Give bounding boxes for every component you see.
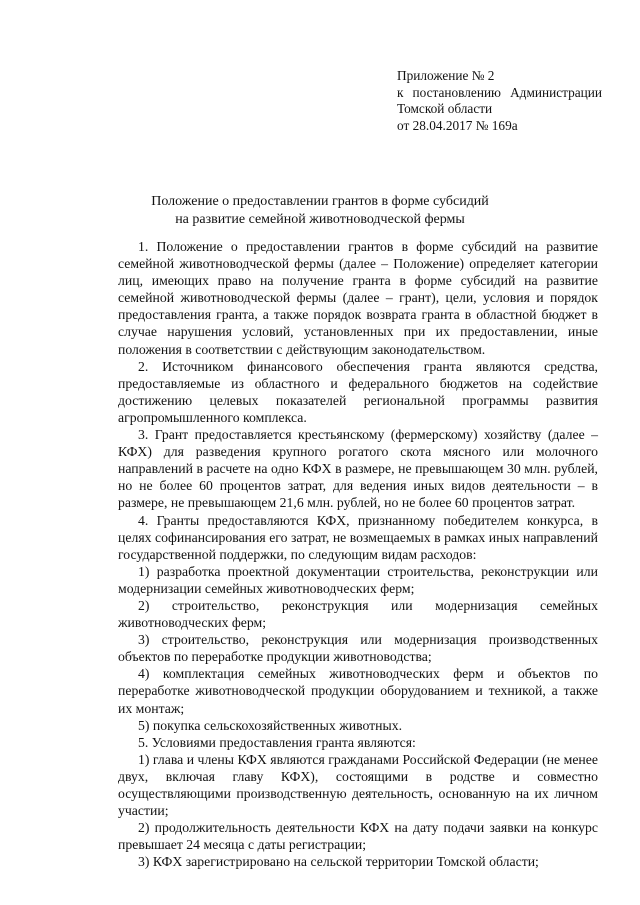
paragraph-4-item-5: 5) покупка сельскохозяйственных животных. <box>138 717 403 733</box>
paragraph-4-item-2: 2) строительство, реконструкция или модернизация семейных животноводческих ферм; <box>118 597 598 631</box>
appendix-number: Приложение № 2 <box>397 68 495 83</box>
document-title <box>90 193 550 228</box>
paragraph-3: 3. Грант предоставляется крестьянскому (фермерскому) хозяйству (далее – КФХ) для разведения крупного рогатого скота мясного или молочного направлений в расчете на одно КФХ в размере, не превышающем 30 млн. рублей, но не более 60 процентов затрат, для ведения иных видов деятельности – в размере, не превышающем 21,6 млн. рублей, но не более 60 процентов затрат. <box>118 427 598 511</box>
document-body <box>118 238 598 870</box>
paragraph-5-item-2: 2) продолжительность деятельности КФХ на дату подачи заявки на конкурс превышает 24 месяца с даты регистрации; <box>118 820 598 853</box>
appendix-resolution-ref: к постановлению Администрации <box>397 84 602 100</box>
paragraph-5-item-3: 3) КФХ зарегистрировано на сельской территории Томской области; <box>138 854 539 870</box>
appendix-region: Томской области <box>397 101 493 116</box>
paragraph-5: 5. Условиями предоставления гранта являются: <box>138 734 416 750</box>
paragraph-4-item-3: 3) строительство, реконструкция или модернизация производственных объектов по переработке продукции животноводства; <box>118 632 598 665</box>
document-title-line-2: на развитие семейной животноводческой фермы <box>175 211 465 227</box>
paragraph-4-item-1: 1) разработка проектной документации строительства, реконструкции или модернизации семейных животноводческих ферм; <box>118 563 598 596</box>
paragraph-2: 2. Источником финансового обеспечения гранта являются средства, предоставляемые из областного и федерального бюджетов на содействие достижению целевых показателей региональной программы развития агропромышленного комплекса. <box>118 358 598 425</box>
paragraph-4: 4. Гранты предоставляются КФХ, признанному победителем конкурса, в целях софинансирования его затрат, не возмещаемых в рамках иных направлений государственной поддержки, по следующим видам расходов: <box>118 512 598 562</box>
appendix-date-number: от 28.04.2017 № 169а <box>397 117 518 133</box>
paragraph-5-item-1: 1) глава и члены КФХ являются гражданами Российской Федерации (не менее двух, включая главу КФХ), состоящими в родстве и совместно осуществляющими производственную деятельность, основанную на их личном участии; <box>118 751 598 819</box>
appendix-note <box>397 68 602 134</box>
paragraph-1: 1. Положение о предоставлении грантов в форме субсидий на развитие семейной животноводческой фермы (далее – Положение) определяет категории лиц, имеющих право на получение гранта в форме субсидий на развитие семейной животноводческой фермы (далее – грант), цели, условия и порядок предоставления гранта, а также порядок возврата гранта в областной бюджет в случае нарушения условий, установленных при их предоставлении, иные положения в соответствии с действующим законодательством. <box>118 239 598 357</box>
paragraph-4-item-4: 4) комплектация семейных животноводческих ферм и объектов по переработке животноводческой продукции оборудованием и техникой, а также их монтаж; <box>118 666 598 716</box>
document-title-line-1: Положение о предоставлении грантов в форме субсидий <box>151 194 489 209</box>
